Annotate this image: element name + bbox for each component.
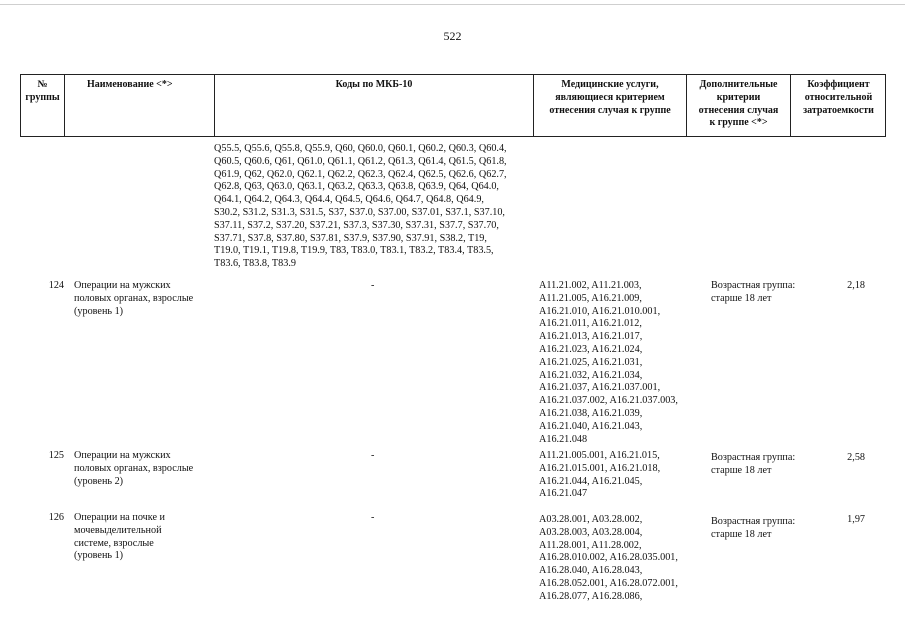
- row-125-services: A11.21.005.001, A16.21.015, A16.21.015.001, A16.21.018, A16.21.044, A16.21.045, A16.21.047: [539, 450, 661, 500]
- row-126-name: Операции на почке и мочевыделительной системе, взрослые (уровень 1): [74, 512, 165, 562]
- row-126-services: A03.28.001, A03.28.002, A03.28.003, A03.28.004, A11.28.001, A11.28.002, A16.28.010.002, A16.28.035.001, A16.28.040, A16.28.043, A16.28.052.001, A16.28.072.001, A16.28.077, A16.28.086,: [539, 514, 678, 602]
- row-125-name: Операции на мужских половых органах, взрослые (уровень 2): [74, 450, 194, 487]
- header-coefficient: Коэффициент относительной затратоемкости: [803, 79, 874, 116]
- continued-icd-codes: Q55.5, Q55.6, Q55.8, Q55.9, Q60, Q60.0, Q60.1, Q60.2, Q60.3, Q60.4, Q60.5, Q60.6, Q61, Q61.0, Q61.1, Q61.2, Q61.3, Q61.4, Q61.5, Q61.8, Q61.9, Q62, Q62.0, Q62.1, Q62.2, Q62.3, Q62.4, Q62.5, Q62.6, Q62.7, Q62.8, Q63, Q63.0, Q63.1, Q63.2, Q63.3, Q63.8, Q63.9, Q64, Q64.0, Q64.1, Q64.2, Q64.3, Q64.4, Q64.5, Q64.6, Q64.7, Q64.8, Q64.9, S30.2, S31.2, S31.3, S31.5, S37, S37.0, S37.00, S37.01, S37.1, S37.10, S37.11, S37.2, S37.20, S37.21, S37.3, S37.30, S37.31, S37.7, S37.70, S37.71, S37.8, S37.80, S37.81, S37.9, S37.90, S37.91, S38.2, T19, T19.0, T19.1, T19.8, T19.9, T83, T83.0, T83.1, T83.2, T83.4, T83.5, T83.6, T83.8, T83.9: [214, 143, 507, 270]
- row-124-services: A11.21.002, A11.21.003, A11.21.005, A16.21.009, A16.21.010, A16.21.010.001, A16.21.011, A16.21.012, A16.21.013, A16.21.017, A16.21.023, A16.21.024, A16.21.025, A16.21.031, A16.21.032, A16.21.034, A16.21.037, A16.21.037.001, A16.21.037.002, A16.21.037.003, A16.21.038, A16.21.039, A16.21.040, A16.21.043, A16.21.048: [539, 280, 678, 445]
- row-124-number: 124: [48, 280, 64, 291]
- row-125-codes: -: [371, 450, 375, 461]
- row-124-codes: -: [371, 280, 375, 291]
- header-services: Медицинские услуги, являющиеся критерием отнесения случая к группе: [549, 79, 671, 116]
- row-126-codes: -: [371, 512, 375, 523]
- header-group-no: № группы: [25, 79, 60, 103]
- row-124-criteria: Возрастная группа: старше 18 лет: [711, 280, 796, 304]
- header-name: Наименование <*>: [87, 79, 173, 90]
- top-rule: [0, 4, 905, 5]
- header-icd-codes: Коды по МКБ-10: [335, 79, 413, 90]
- row-125-coefficient: 2,58: [847, 452, 865, 463]
- row-124-coefficient: 2,18: [847, 280, 865, 291]
- row-124-name: Операции на мужских половых органах, взрослые (уровень 1): [74, 280, 194, 317]
- page-number: 522: [443, 29, 462, 43]
- row-126-coefficient: 1,97: [847, 514, 865, 525]
- row-126-criteria: Возрастная группа: старше 18 лет: [711, 516, 796, 540]
- header-extra-criteria: Дополнительные критерии отнесения случая к группе <*>: [698, 79, 779, 129]
- row-125-criteria: Возрастная группа: старше 18 лет: [711, 452, 796, 476]
- row-125-number: 125: [48, 450, 64, 461]
- row-126-number: 126: [48, 512, 64, 523]
